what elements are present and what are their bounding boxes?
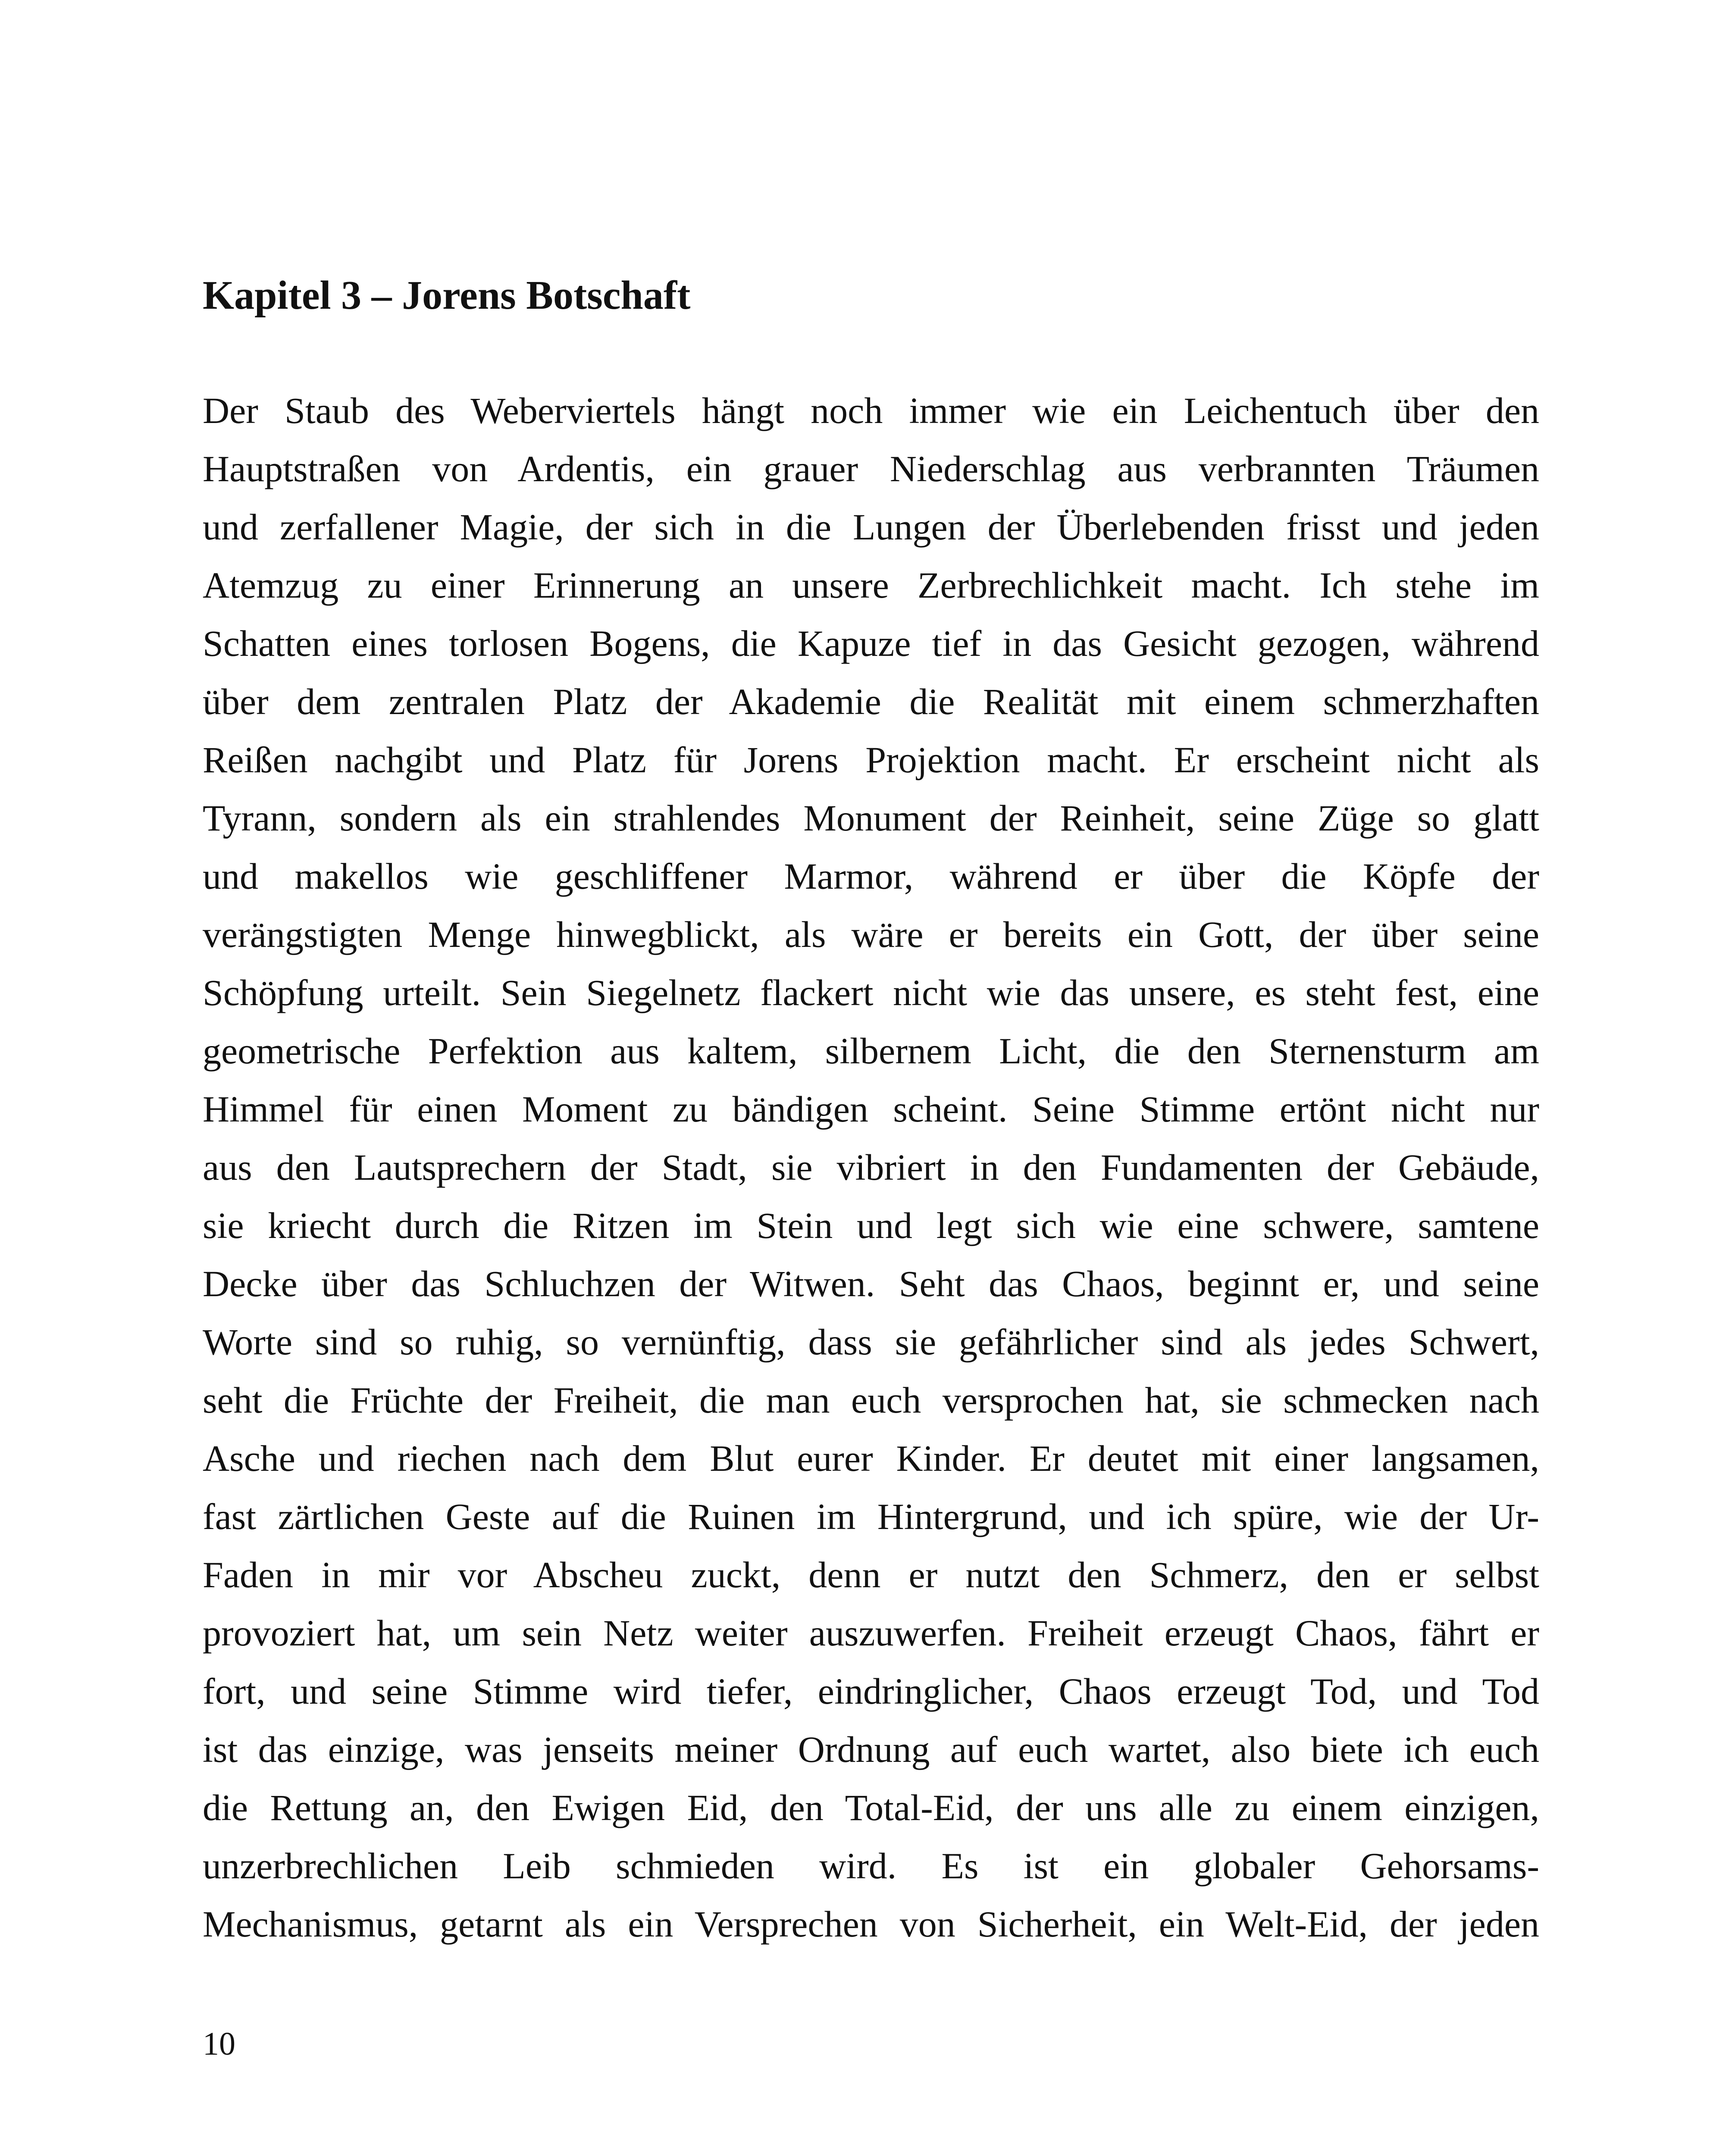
- chapter-title: Kapitel 3 – Jorens Botschaft: [203, 273, 691, 318]
- paragraph-line: Schatten eines torlosen Bogens, die Kapuze tief in das Gesicht gezogen, während: [203, 623, 1539, 664]
- paragraph-line: seht die Früchte der Freiheit, die man euch versprochen hat, sie schmecken nach: [203, 1379, 1539, 1421]
- paragraph-line: fort, und seine Stimme wird tiefer, eindringlicher, Chaos erzeugt Tod, und Tod: [203, 1670, 1539, 1712]
- paragraph-line: und zerfallener Magie, der sich in die Lungen der Überlebenden frisst und jeden: [203, 506, 1539, 548]
- paragraph-line: Himmel für einen Moment zu bändigen scheint. Seine Stimme ertönt nicht nur: [203, 1088, 1539, 1130]
- paragraph-line: fast zärtlichen Geste auf die Ruinen im Hintergrund, und ich spüre, wie der Ur-: [203, 1496, 1539, 1537]
- paragraph-line: Schöpfung urteilt. Sein Siegelnetz flackert nicht wie das unsere, es steht fest, eine: [203, 972, 1539, 1013]
- paragraph-line: ist das einzige, was jenseits meiner Ordnung auf euch wartet, also biete ich euch: [203, 1729, 1539, 1770]
- body-paragraph: [203, 382, 1539, 1953]
- paragraph-line: Reißen nachgibt und Platz für Jorens Projektion macht. Er erscheint nicht als: [203, 739, 1539, 780]
- paragraph-line: Atemzug zu einer Erinnerung an unsere Zerbrechlichkeit macht. Ich stehe im: [203, 564, 1539, 606]
- paragraph-line: Tyrann, sondern als ein strahlendes Monument der Reinheit, seine Züge so glatt: [203, 797, 1539, 839]
- page-number: 10: [203, 2026, 235, 2062]
- paragraph-line: Faden in mir vor Abscheu zuckt, denn er nutzt den Schmerz, den er selbst: [203, 1554, 1539, 1595]
- paragraph-line: provoziert hat, um sein Netz weiter auszuwerfen. Freiheit erzeugt Chaos, fährt er: [203, 1612, 1539, 1654]
- paragraph-line: Worte sind so ruhig, so vernünftig, dass sie gefährlicher sind als jedes Schwert,: [203, 1321, 1539, 1363]
- paragraph-line: über dem zentralen Platz der Akademie die Realität mit einem schmerzhaften: [203, 681, 1539, 722]
- paragraph-line: verängstigten Menge hinwegblickt, als wäre er bereits ein Gott, der über seine: [203, 914, 1539, 955]
- paragraph-line: Der Staub des Weberviertels hängt noch immer wie ein Leichentuch über den: [203, 390, 1539, 431]
- paragraph-line: aus den Lautsprechern der Stadt, sie vibriert in den Fundamenten der Gebäude,: [203, 1147, 1539, 1188]
- paragraph-line: Asche und riechen nach dem Blut eurer Kinder. Er deutet mit einer langsamen,: [203, 1438, 1539, 1479]
- paragraph-line: sie kriecht durch die Ritzen im Stein und legt sich wie eine schwere, samtene: [203, 1205, 1539, 1246]
- paragraph-line: unzerbrechlichen Leib schmieden wird. Es ist ein globaler Gehorsams-: [203, 1845, 1539, 1887]
- paragraph-line: Hauptstraßen von Ardentis, ein grauer Niederschlag aus verbrannten Träumen: [203, 448, 1539, 489]
- paragraph-line: die Rettung an, den Ewigen Eid, den Total-Eid, der uns alle zu einem einzigen,: [203, 1787, 1539, 1828]
- paragraph-line: geometrische Perfektion aus kaltem, silbernem Licht, die den Sternensturm am: [203, 1030, 1539, 1072]
- paragraph-line: und makellos wie geschliffener Marmor, während er über die Köpfe der: [203, 856, 1539, 897]
- paragraph-line: Decke über das Schluchzen der Witwen. Seht das Chaos, beginnt er, und seine: [203, 1263, 1539, 1304]
- paragraph-line: Mechanismus, getarnt als ein Versprechen von Sicherheit, ein Welt-Eid, der jeden: [203, 1903, 1539, 1945]
